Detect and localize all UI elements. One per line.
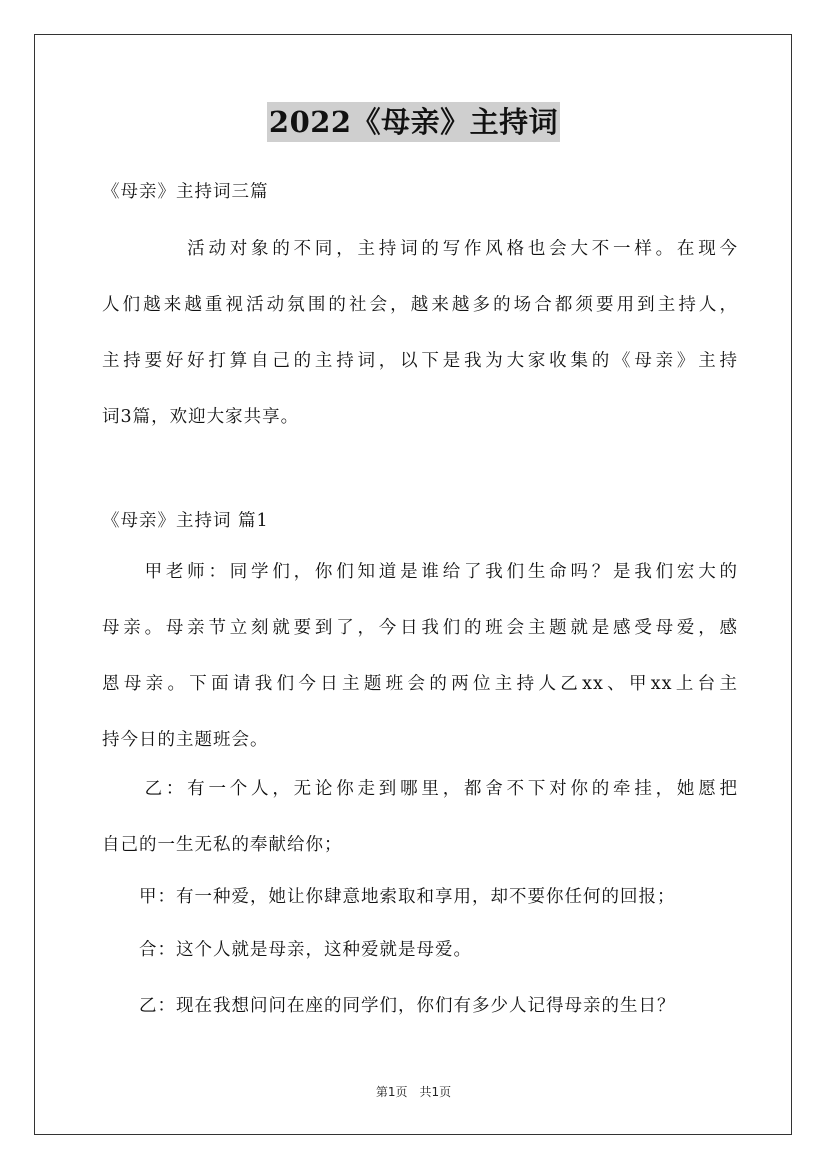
document-title-block <box>0 102 827 142</box>
paragraph-5 <box>102 978 738 1034</box>
document-subtitle: 《母亲》主持词三篇 <box>102 182 269 202</box>
page-number: 第1页 共1页 <box>375 1085 452 1099</box>
intro-line: 主持要好好打算自己的主持词，以下是我为大家收集的《母亲》主持 <box>102 351 738 371</box>
paragraph-line: 合：这个人就是母亲，这种爱就是母爱。 <box>102 940 472 960</box>
page-footer <box>0 1083 827 1100</box>
paragraph-line: 乙：有一个人，无论你走到哪里，都舍不下对你的牵挂，她愿把 <box>102 779 738 799</box>
paragraph-line: 自己的一生无私的奉献给你； <box>102 835 343 855</box>
paragraph-1 <box>102 544 738 768</box>
paragraph-line: 恩母亲。下面请我们今日主题班会的两位主持人乙xx、甲xx上台主 <box>102 674 738 694</box>
paragraph-line: 甲：有一种爱，她让你肆意地索取和享用，却不要你任何的回报； <box>102 887 676 907</box>
intro-paragraph <box>102 221 738 445</box>
document-title: 2022《母亲》主持词 <box>267 102 560 142</box>
intro-line: 人们越来越重视活动氛围的社会，越来越多的场合都须要用到主持人， <box>102 295 738 315</box>
paragraph-4 <box>102 922 738 978</box>
paragraph-line: 乙：现在我想问问在座的同学们，你们有多少人记得母亲的生日？ <box>102 996 676 1016</box>
intro-line: 活动对象的不同，主持词的写作风格也会大不一样。在现今 <box>102 239 738 259</box>
section-heading: 《母亲》主持词 篇1 <box>102 511 269 531</box>
paragraph-line: 甲老师：同学们，你们知道是谁给了我们生命吗？是我们宏大的 <box>102 562 738 582</box>
intro-line: 词3篇，欢迎大家共享。 <box>102 407 300 427</box>
paragraph-3 <box>102 869 738 925</box>
paragraph-line: 持今日的主题班会。 <box>102 730 269 750</box>
paragraph-line: 母亲。母亲节立刻就要到了，今日我们的班会主题就是感受母爱，感 <box>102 618 738 638</box>
paragraph-2 <box>102 761 738 873</box>
